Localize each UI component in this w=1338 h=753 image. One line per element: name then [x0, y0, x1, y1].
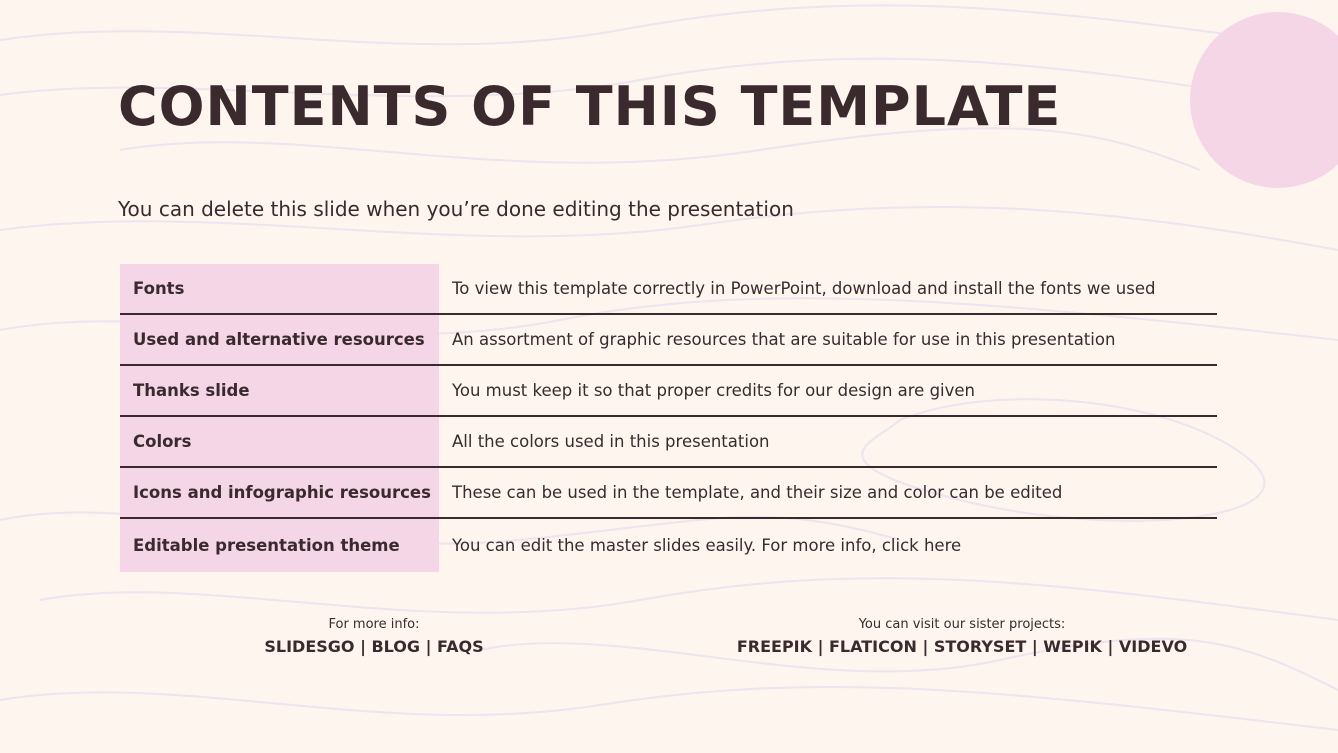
slide-subtitle: You can delete this slide when you’re done editing the presentation — [118, 197, 794, 221]
footer-left-links[interactable]: SLIDESGO | BLOG | FAQS — [264, 637, 484, 656]
table-row — [120, 366, 1217, 417]
footer-sister-projects — [712, 617, 1212, 659]
row-description: You must keep it so that proper credits for our design are given — [452, 381, 976, 400]
row-description: These can be used in the template, and their size and color can be edited — [452, 483, 1063, 502]
row-label: Fonts — [120, 264, 439, 313]
table-row — [120, 264, 1217, 315]
footer-right-links[interactable]: FREEPIK | FLATICON | STORYSET | WEPIK | VIDEVO — [736, 637, 1188, 656]
slide-title: CONTENTS OF THIS TEMPLATE — [118, 75, 1062, 138]
row-description: All the colors used in this presentation — [452, 432, 770, 451]
table-row — [120, 468, 1217, 519]
row-label: Colors — [120, 417, 439, 466]
row-label: Thanks slide — [120, 366, 439, 415]
row-label: Used and alternative resources — [120, 315, 439, 364]
row-description: To view this template correctly in PowerPoint, download and install the fonts we used — [452, 279, 1156, 298]
table-row — [120, 315, 1217, 366]
row-description: An assortment of graphic resources that are suitable for use in this presentation — [452, 330, 1116, 349]
row-description[interactable]: You can edit the master slides easily. For more info, click here — [452, 536, 962, 555]
table-row — [120, 519, 1217, 572]
footer-right-caption: You can visit our sister projects: — [858, 617, 1066, 632]
footer-more-info — [224, 617, 524, 659]
table-row — [120, 417, 1217, 468]
footer-left-caption: For more info: — [328, 617, 420, 632]
row-label: Icons and infographic resources — [120, 468, 439, 517]
contents-table — [120, 264, 1217, 572]
row-label: Editable presentation theme — [120, 519, 439, 572]
